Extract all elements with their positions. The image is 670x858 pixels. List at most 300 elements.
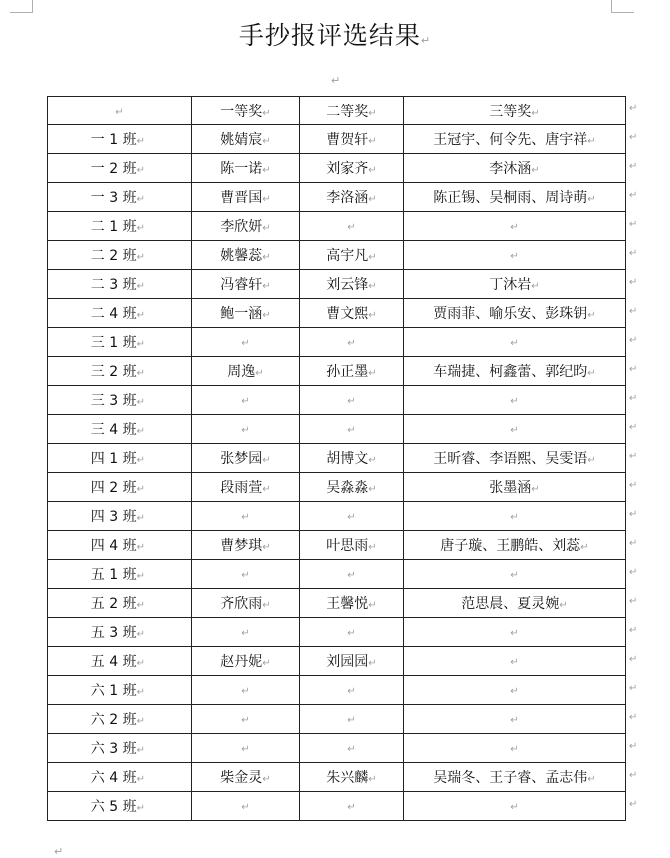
row-end-mark: ↵: [629, 769, 638, 781]
table-cell[interactable]: [192, 792, 300, 821]
table-cell[interactable]: [300, 357, 404, 386]
cell-text: 范思晨、夏灵婉: [461, 596, 560, 612]
cell-text: 柴金灵: [220, 770, 263, 786]
table-cell[interactable]: [192, 125, 300, 154]
cell-text: 一 2 班: [90, 161, 137, 177]
table-cell[interactable]: [300, 792, 404, 821]
cell-end-mark: ↵: [531, 107, 540, 119]
cell-end-mark: ↵: [262, 484, 271, 495]
table-cell[interactable]: [404, 444, 626, 473]
table-cell[interactable]: [192, 357, 300, 386]
table-cell[interactable]: [192, 560, 300, 589]
table-cell[interactable]: [48, 618, 192, 647]
cell-end-mark: ↵: [136, 774, 145, 785]
table-cell[interactable]: [404, 560, 626, 589]
table-cell[interactable]: [192, 183, 300, 212]
cell-end-mark: ↵: [368, 281, 377, 292]
cell-text: 二 1 班: [90, 219, 137, 235]
cell-end-mark: ↵: [136, 571, 145, 582]
cell-end-mark: ↵: [510, 686, 519, 697]
cell-end-mark: ↵: [368, 107, 377, 119]
cell-end-mark: ↵: [587, 194, 596, 205]
cell-end-mark: ↵: [136, 426, 145, 437]
table-row: [48, 560, 626, 589]
cell-text: 唐子璇、王鹏皓、刘蕊: [440, 538, 581, 554]
table-cell[interactable]: [192, 647, 300, 676]
cell-end-mark: ↵: [368, 165, 377, 176]
table-cell[interactable]: [48, 270, 192, 299]
table-cell[interactable]: [48, 154, 192, 183]
cell-end-mark: ↵: [241, 802, 250, 813]
table-header-row: [48, 97, 626, 125]
table-cell[interactable]: [404, 183, 626, 212]
cell-text: 五 1 班: [90, 567, 137, 583]
table-cell[interactable]: [48, 328, 192, 357]
cell-end-mark: ↵: [368, 455, 377, 466]
table-cell[interactable]: [300, 270, 404, 299]
table-cell[interactable]: [192, 473, 300, 502]
cell-end-mark: ↵: [510, 338, 519, 349]
cell-text: 六 3 班: [90, 741, 137, 757]
table-cell[interactable]: [404, 676, 626, 705]
table-cell[interactable]: [404, 763, 626, 792]
cell-text: 吴瑞冬、王子睿、孟志伟: [433, 770, 588, 786]
table-cell[interactable]: [404, 386, 626, 415]
cell-end-mark: ↵: [136, 745, 145, 756]
row-end-mark: ↵: [629, 276, 638, 288]
table-cell[interactable]: [300, 125, 404, 154]
table-cell[interactable]: [192, 154, 300, 183]
table-row: [48, 386, 626, 415]
cell-end-mark: ↵: [136, 542, 145, 553]
cell-end-mark: ↵: [510, 222, 519, 233]
table-cell[interactable]: [48, 415, 192, 444]
table-cell[interactable]: [48, 531, 192, 560]
cell-text: 一 1 班: [90, 132, 137, 148]
cell-text: 四 1 班: [90, 451, 137, 467]
cell-end-mark: ↵: [136, 310, 145, 321]
table-cell[interactable]: [192, 531, 300, 560]
row-end-mark: ↵: [629, 421, 638, 433]
cell-end-mark: ↵: [347, 628, 356, 639]
cell-end-mark: ↵: [368, 136, 377, 147]
table-cell[interactable]: [48, 560, 192, 589]
cell-end-mark: ↵: [368, 368, 377, 379]
table-row: [48, 154, 626, 183]
cell-text: 李欣妍: [220, 219, 263, 235]
table-cell[interactable]: [48, 734, 192, 763]
table-cell[interactable]: [48, 212, 192, 241]
table-cell[interactable]: [404, 328, 626, 357]
table-cell[interactable]: [48, 357, 192, 386]
cell-end-mark: ↵: [262, 281, 271, 292]
table-cell[interactable]: [404, 97, 626, 125]
cell-end-mark: ↵: [587, 455, 596, 466]
page-corner-mark-left: [10, 0, 33, 13]
cell-text: 陈一诺: [220, 161, 263, 177]
cell-end-mark: ↵: [136, 165, 145, 176]
page-corner-mark-right: [611, 0, 634, 13]
table-cell[interactable]: [300, 415, 404, 444]
table-cell[interactable]: [48, 125, 192, 154]
cell-end-mark: ↵: [347, 686, 356, 697]
cell-end-mark: ↵: [136, 397, 145, 408]
cell-text: 刘园园: [326, 654, 369, 670]
table-row: [48, 531, 626, 560]
cell-text: 周逸: [227, 364, 256, 380]
cell-text: 曹贺轩: [326, 132, 369, 148]
table-cell[interactable]: [404, 270, 626, 299]
table-cell[interactable]: [192, 270, 300, 299]
cell-text: 齐欣雨: [220, 596, 263, 612]
row-end-mark: ↵: [629, 595, 638, 607]
cell-text: 四 2 班: [90, 480, 137, 496]
table-cell[interactable]: [300, 154, 404, 183]
cell-text: 鲍一涵: [220, 306, 263, 322]
table-cell[interactable]: [300, 473, 404, 502]
cell-end-mark: ↵: [136, 658, 145, 669]
cell-end-mark: ↵: [587, 310, 596, 321]
row-end-mark: ↵: [629, 508, 638, 520]
cell-text: 李沐涵: [489, 161, 532, 177]
cell-end-mark: ↵: [262, 136, 271, 147]
cell-text: 六 1 班: [90, 683, 137, 699]
table-cell[interactable]: [48, 473, 192, 502]
row-end-mark: ↵: [629, 682, 638, 694]
table-cell[interactable]: [300, 241, 404, 270]
table-row: [48, 502, 626, 531]
table-cell[interactable]: [404, 299, 626, 328]
table-cell[interactable]: [404, 125, 626, 154]
cell-end-mark: ↵: [510, 628, 519, 639]
cell-text: 刘云锋: [326, 277, 369, 293]
table-row: [48, 473, 626, 502]
table-cell[interactable]: [192, 618, 300, 647]
cell-text: 六 4 班: [90, 770, 137, 786]
cell-text: 一等奖: [220, 103, 263, 120]
cell-end-mark: ↵: [136, 513, 145, 524]
cell-text: 三 3 班: [90, 393, 137, 409]
table-cell[interactable]: [404, 502, 626, 531]
cell-end-mark: ↵: [347, 715, 356, 726]
cell-end-mark: ↵: [262, 223, 271, 234]
row-end-mark: ↵: [629, 798, 638, 810]
table-cell[interactable]: [404, 212, 626, 241]
cell-text: 姚婧宸: [220, 132, 263, 148]
cell-end-mark: ↵: [262, 658, 271, 669]
cell-end-mark: ↵: [531, 484, 540, 495]
cell-text: 赵丹妮: [220, 654, 263, 670]
row-end-mark: ↵: [629, 189, 638, 201]
cell-end-mark: ↵: [510, 570, 519, 581]
row-end-mark: ↵: [629, 103, 638, 114]
cell-end-mark: ↵: [531, 165, 540, 176]
cell-end-mark: ↵: [262, 194, 271, 205]
cell-text: 姚馨蕊: [220, 248, 263, 264]
table-row: [48, 589, 626, 618]
cell-end-mark: ↵: [580, 542, 589, 553]
cell-end-mark: ↵: [559, 600, 568, 611]
row-end-mark: ↵: [629, 566, 638, 578]
table-cell[interactable]: [404, 241, 626, 270]
cell-end-mark: ↵: [136, 339, 145, 350]
cell-text: 三 1 班: [90, 335, 137, 351]
table-cell[interactable]: [300, 763, 404, 792]
cell-text: 张墨涵: [489, 480, 532, 496]
table-cell[interactable]: [192, 212, 300, 241]
row-end-mark: ↵: [629, 740, 638, 752]
table-cell[interactable]: [192, 676, 300, 705]
table-cell[interactable]: [404, 415, 626, 444]
cell-end-mark: ↵: [262, 542, 271, 553]
table-cell[interactable]: [300, 502, 404, 531]
table-cell[interactable]: [300, 183, 404, 212]
cell-end-mark: ↵: [262, 252, 271, 263]
cell-text: 六 5 班: [90, 799, 137, 815]
cell-end-mark: ↵: [510, 715, 519, 726]
table-cell[interactable]: [404, 589, 626, 618]
cell-text: 三 4 班: [90, 422, 137, 438]
paragraph-mark: ↵: [420, 34, 432, 47]
table-cell[interactable]: [404, 473, 626, 502]
table-cell[interactable]: [404, 618, 626, 647]
cell-text: 贾雨菲、喻乐安、彭珠钥: [433, 306, 588, 322]
cell-end-mark: ↵: [136, 629, 145, 640]
cell-end-mark: ↵: [241, 396, 250, 407]
cell-end-mark: ↵: [241, 628, 250, 639]
row-end-mark: ↵: [629, 392, 638, 404]
table-row: [48, 241, 626, 270]
table-row: [48, 125, 626, 154]
cell-end-mark: ↵: [136, 368, 145, 379]
cell-text: 三等奖: [489, 103, 532, 120]
row-end-mark: ↵: [629, 160, 638, 172]
cell-text: 五 2 班: [90, 596, 137, 612]
row-end-mark: ↵: [629, 363, 638, 375]
table-cell[interactable]: [192, 502, 300, 531]
row-end-mark: ↵: [629, 247, 638, 259]
cell-end-mark: ↵: [510, 396, 519, 407]
cell-text: 刘家齐: [326, 161, 369, 177]
table-cell[interactable]: [404, 734, 626, 763]
table-cell[interactable]: [192, 705, 300, 734]
cell-text: 张梦园: [220, 451, 263, 467]
cell-text: 五 4 班: [90, 654, 137, 670]
table-cell[interactable]: [300, 618, 404, 647]
row-end-mark: ↵: [629, 131, 638, 143]
cell-text: 胡博文: [326, 451, 369, 467]
table-cell[interactable]: [300, 386, 404, 415]
table-row: [48, 270, 626, 299]
table-cell[interactable]: [192, 386, 300, 415]
table-cell[interactable]: [48, 502, 192, 531]
cell-end-mark: ↵: [510, 802, 519, 813]
table-cell[interactable]: [404, 647, 626, 676]
cell-end-mark: ↵: [136, 252, 145, 263]
table-cell[interactable]: [48, 705, 192, 734]
table-cell[interactable]: [404, 705, 626, 734]
cell-end-mark: ↵: [347, 338, 356, 349]
cell-end-mark: ↵: [241, 570, 250, 581]
cell-text: 朱兴麟: [326, 770, 369, 786]
table-cell[interactable]: [192, 241, 300, 270]
table-cell[interactable]: [300, 444, 404, 473]
row-end-mark: ↵: [629, 653, 638, 665]
cell-end-mark: ↵: [510, 251, 519, 262]
end-paragraph-mark[interactable]: ↵: [54, 845, 64, 858]
cell-text: 冯睿轩: [220, 277, 263, 293]
row-end-mark: ↵: [629, 537, 638, 549]
table-cell[interactable]: [192, 328, 300, 357]
awards-table: [47, 96, 626, 821]
table-cell[interactable]: [192, 97, 300, 125]
cell-end-mark: ↵: [136, 803, 145, 814]
table-row: [48, 705, 626, 734]
table-cell[interactable]: [48, 241, 192, 270]
table-cell[interactable]: [48, 589, 192, 618]
cell-end-mark: ↵: [136, 281, 145, 292]
cell-text: 二 2 班: [90, 248, 137, 264]
cell-end-mark: ↵: [347, 222, 356, 233]
cell-end-mark: ↵: [368, 600, 377, 611]
table-cell[interactable]: [300, 299, 404, 328]
cell-text: 段雨萱: [220, 480, 263, 496]
cell-end-mark: ↵: [368, 484, 377, 495]
table-row: [48, 618, 626, 647]
table-row: [48, 183, 626, 212]
table-cell[interactable]: [48, 763, 192, 792]
table-cell[interactable]: [404, 154, 626, 183]
cell-end-mark: ↵: [587, 368, 596, 379]
cell-text: 三 2 班: [90, 364, 137, 380]
cell-end-mark: ↵: [368, 774, 377, 785]
table-row: [48, 763, 626, 792]
cell-end-mark: ↵: [347, 425, 356, 436]
cell-end-mark: ↵: [136, 716, 145, 727]
table-cell[interactable]: [300, 97, 404, 125]
cell-end-mark: ↵: [368, 658, 377, 669]
cell-end-mark: ↵: [368, 542, 377, 553]
cell-end-mark: ↵: [241, 686, 250, 697]
title-text[interactable]: 手抄报评选结果: [238, 21, 421, 50]
table-cell[interactable]: [300, 589, 404, 618]
row-end-mark: ↵: [629, 218, 638, 230]
table-cell[interactable]: [300, 328, 404, 357]
cell-text: 二 3 班: [90, 277, 137, 293]
cell-end-mark: ↵: [587, 136, 596, 147]
table-cell[interactable]: [404, 531, 626, 560]
table-row: [48, 212, 626, 241]
table-cell[interactable]: [300, 676, 404, 705]
table-cell[interactable]: [48, 97, 192, 125]
cell-text: 丁沐岩: [489, 277, 532, 293]
cell-end-mark: ↵: [347, 570, 356, 581]
cell-end-mark: ↵: [262, 310, 271, 321]
row-end-mark: ↵: [629, 624, 638, 636]
table-row: [48, 415, 626, 444]
table-cell[interactable]: [48, 676, 192, 705]
cell-text: 曹梦琪: [220, 538, 263, 554]
cell-end-mark: ↵: [241, 425, 250, 436]
cell-end-mark: ↵: [510, 512, 519, 523]
cell-end-mark: ↵: [531, 281, 540, 292]
table-row: [48, 328, 626, 357]
table-cell[interactable]: [48, 386, 192, 415]
table-cell[interactable]: [300, 560, 404, 589]
cell-text: 五 3 班: [90, 625, 137, 641]
table-cell[interactable]: [192, 734, 300, 763]
table-row: [48, 734, 626, 763]
table-cell[interactable]: [300, 705, 404, 734]
table-cell[interactable]: [300, 734, 404, 763]
cell-text: 李洛涵: [326, 190, 369, 206]
cell-end-mark: ↵: [262, 455, 271, 466]
cell-text: 叶思雨: [326, 538, 369, 554]
cell-end-mark: ↵: [262, 107, 271, 119]
table-row: [48, 792, 626, 821]
row-end-mark: ↵: [629, 305, 638, 317]
table-cell[interactable]: [48, 647, 192, 676]
cell-end-mark: ↵: [347, 744, 356, 755]
cell-end-mark: ↵: [241, 715, 250, 726]
cell-end-mark: ↵: [587, 774, 596, 785]
cell-end-mark: ↵: [510, 657, 519, 668]
cell-text: 王冠宇、何令先、唐宇祥: [433, 132, 588, 148]
table-cell[interactable]: [48, 299, 192, 328]
row-end-mark: ↵: [629, 334, 638, 346]
cell-end-mark: ↵: [136, 194, 145, 205]
cell-text: 六 2 班: [90, 712, 137, 728]
table-cell[interactable]: [192, 444, 300, 473]
cell-text: 吴淼淼: [326, 480, 369, 496]
cell-text: 陈正锡、吴桐雨、周诗萌: [433, 190, 588, 206]
table-cell[interactable]: [192, 763, 300, 792]
table-row: [48, 299, 626, 328]
cell-text: 四 4 班: [90, 538, 137, 554]
cell-end-mark: ↵: [262, 774, 271, 785]
row-end-mark: ↵: [629, 450, 638, 462]
table-cell[interactable]: [192, 299, 300, 328]
cell-text: 二等奖: [326, 103, 369, 120]
empty-paragraph-mark[interactable]: ↵: [331, 74, 341, 87]
cell-end-mark: ↵: [347, 396, 356, 407]
cell-end-mark: ↵: [136, 600, 145, 611]
table-cell[interactable]: [300, 212, 404, 241]
table-cell[interactable]: [404, 792, 626, 821]
cell-end-mark: ↵: [262, 165, 271, 176]
document-title[interactable]: [0, 16, 670, 52]
cell-end-mark: ↵: [368, 194, 377, 205]
table-cell[interactable]: [48, 792, 192, 821]
table-cell[interactable]: [300, 531, 404, 560]
table-cell[interactable]: [192, 589, 300, 618]
table-cell[interactable]: [48, 183, 192, 212]
table-row: [48, 647, 626, 676]
cell-end-mark: ↵: [136, 136, 145, 147]
cell-end-mark: ↵: [510, 425, 519, 436]
table-cell[interactable]: [300, 647, 404, 676]
table-cell[interactable]: [192, 415, 300, 444]
cell-end-mark: ↵: [368, 252, 377, 263]
table-row: [48, 357, 626, 386]
table-row: [48, 676, 626, 705]
cell-end-mark: ↵: [347, 512, 356, 523]
cell-end-mark: ↵: [136, 484, 145, 495]
cell-end-mark: ↵: [115, 106, 124, 118]
cell-end-mark: ↵: [368, 310, 377, 321]
table-cell[interactable]: [48, 444, 192, 473]
table-cell[interactable]: [404, 357, 626, 386]
